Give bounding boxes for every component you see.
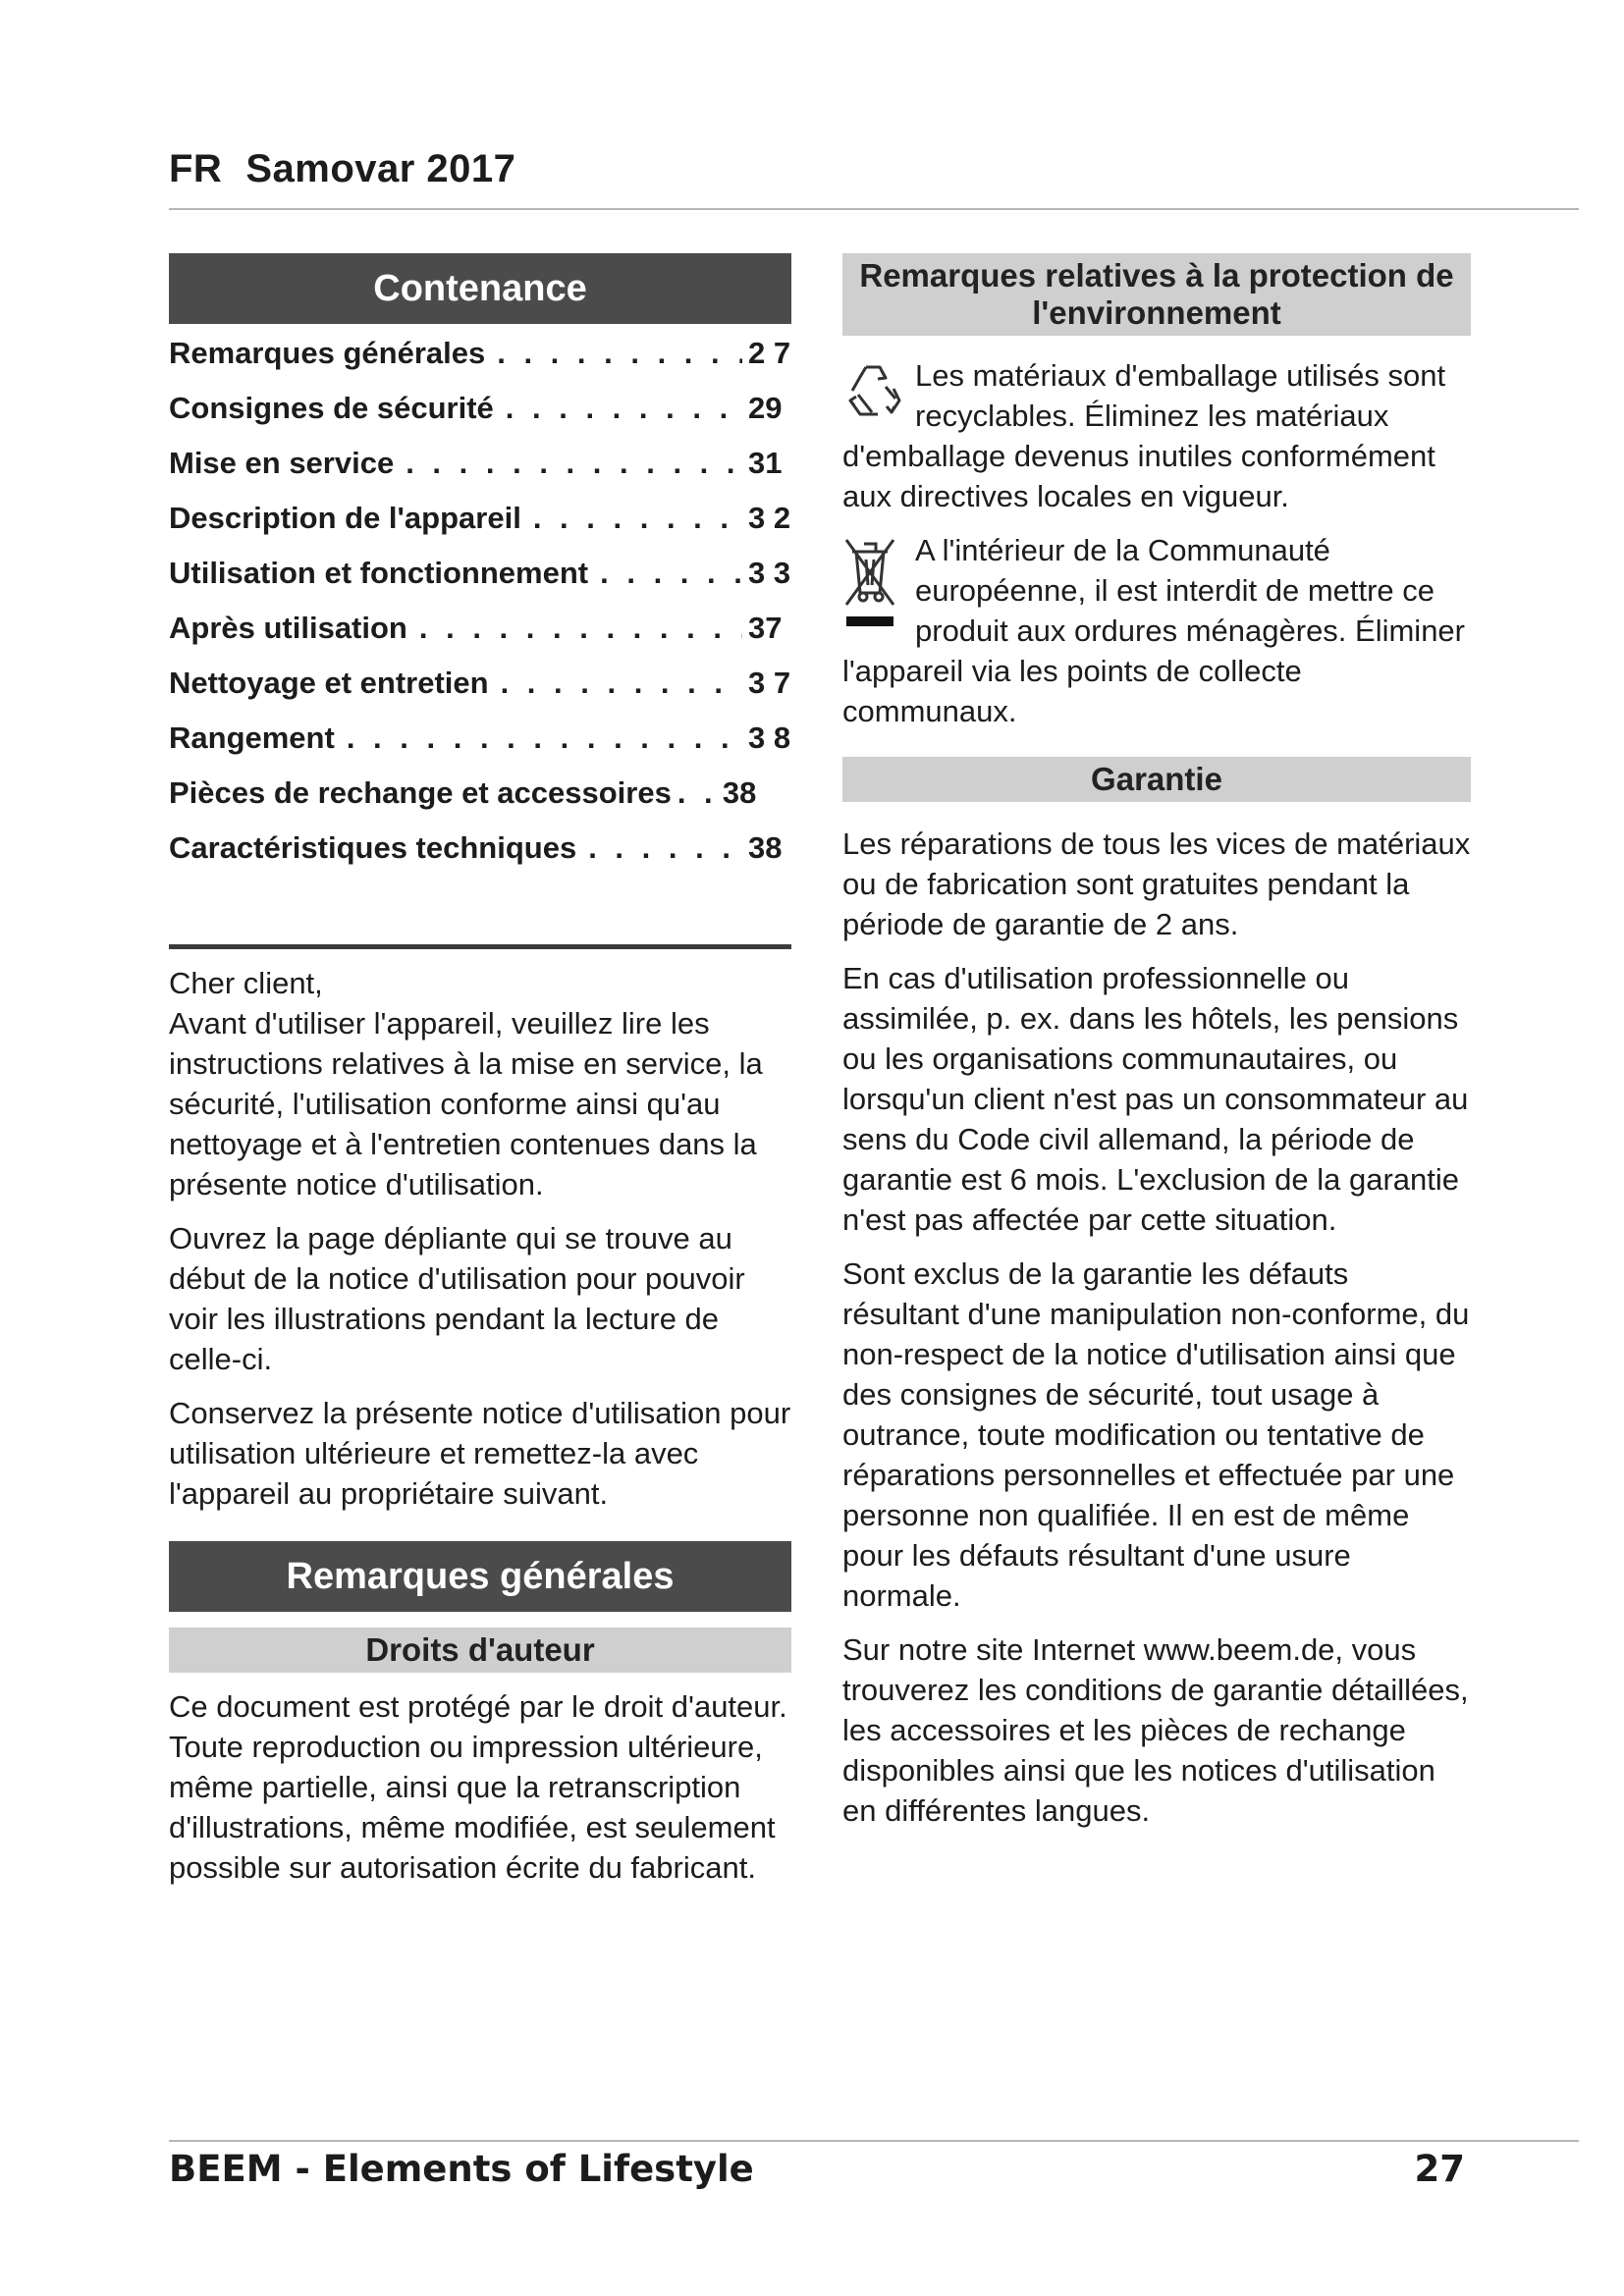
- page-number: 27: [1414, 2148, 1465, 2190]
- copyright-text: Ce document est protégé par le droit d'auteur. Toute reproduction ou impression ultérieure, même partielle, ainsi que la retranscription d'illustrations, même modifiée, est seulement possible sur autorisation écrite du fabricant.: [169, 1689, 787, 1885]
- toc-item-label: Caractéristiques techniques: [169, 830, 577, 865]
- environment-heading: Remarques relatives à la protection de l'environnement: [842, 253, 1471, 336]
- toc-item[interactable]: [169, 326, 791, 381]
- page-header: [169, 147, 1579, 191]
- contents-heading: Contenance: [169, 253, 791, 324]
- warranty-heading: Garantie: [842, 757, 1471, 802]
- toc-item-label: Utilisation et fonctionnement: [169, 556, 589, 590]
- page-footer: [169, 2148, 1465, 2190]
- warranty-paragraph: En cas d'utilisation professionnelle ou assimilée, p. ex. dans les hôtels, les pensions ou les organisations communautaires, ou lorsqu'un client n'est pas un consommateur au sens du Code civil allemand, la période de garantie est 6 mois. L'exclusion de la garantie n'est pas affectée par cette situation.: [842, 961, 1469, 1237]
- warranty-paragraph: Sur notre site Internet www.beem.de, vous trouverez les conditions de garantie détaillées, les accessoires et les pièces de rechange disponibles ainsi que les notices d'utilisation en différentes langues.: [842, 1632, 1469, 1828]
- footer-divider: [169, 2140, 1579, 2142]
- recycle-icon: [842, 359, 903, 425]
- contents-divider: [169, 944, 791, 949]
- toc-leader: [600, 546, 742, 601]
- toc-leader: [497, 326, 742, 381]
- toc-item[interactable]: [169, 601, 791, 656]
- left-column: [169, 253, 791, 1901]
- toc-leader: [501, 656, 742, 711]
- toc-item-page: 29: [748, 391, 783, 425]
- environment-paragraph: A l'intérieur de la Communauté européenne, il est interdit de mettre ce produit aux ordures ménagères. Éliminer l'appareil via les points de collecte communaux.: [842, 533, 1465, 728]
- toc-item-label: Consignes de sécurité: [169, 391, 494, 425]
- environment-paragraph: Les matériaux d'emballage utilisés sont recyclables. Éliminez les matériaux d'emballage devenus inutiles conformément aux directives locales en vigueur.: [842, 358, 1446, 513]
- environment-disposal: [842, 530, 1471, 731]
- crossed-bin-icon: [842, 534, 897, 637]
- toc-item-label: Mise en service: [169, 446, 395, 480]
- copyright-heading: Droits d'auteur: [169, 1628, 791, 1673]
- toc-item-label: Remarques générales: [169, 336, 486, 370]
- toc-item-page: 3 7: [748, 666, 791, 700]
- toc-item-page: 38: [722, 775, 757, 810]
- toc-leader: [677, 766, 719, 821]
- toc-item-page: 37: [748, 611, 783, 645]
- toc-leader: [588, 821, 742, 876]
- header-divider: [169, 208, 1579, 210]
- toc-leader: [533, 491, 742, 546]
- intro-paragraph: Avant d'utiliser l'appareil, veuillez lire les instructions relatives à la mise en service, la sécurité, l'utilisation conforme ainsi qu'au nettoyage et à l'entretien contenues dans la présente notice d'utilisation.: [169, 1006, 763, 1201]
- toc-leader: [419, 601, 742, 656]
- toc-item-page: 3 3: [748, 556, 791, 590]
- page-title: [169, 147, 1579, 191]
- toc-leader: [406, 436, 742, 491]
- warranty-paragraph: Les réparations de tous les vices de matériaux ou de fabrication sont gratuites pendant la période de garantie de 2 ans.: [842, 827, 1471, 941]
- toc-leader: [347, 711, 742, 766]
- toc-item[interactable]: [169, 821, 791, 876]
- toc-item-page: 38: [748, 830, 783, 865]
- language-code: FR: [169, 147, 223, 190]
- toc-item[interactable]: [169, 766, 791, 821]
- toc-item-label: Nettoyage et entretien: [169, 666, 489, 700]
- toc-item[interactable]: [169, 436, 791, 491]
- intro-text: [169, 963, 791, 1514]
- toc-item[interactable]: [169, 546, 791, 601]
- footer-brand: BEEM - Elements of Lifestyle: [169, 2148, 754, 2190]
- intro-greeting: Cher client,: [169, 966, 323, 1000]
- toc-item-page: 31: [748, 446, 783, 480]
- intro-paragraph: Conservez la présente notice d'utilisation pour utilisation ultérieure et remettez-la avec l'appareil au propriétaire suivant.: [169, 1396, 791, 1511]
- warranty-paragraph: Sont exclus de la garantie les défauts résultant d'une manipulation non-conforme, du non-respect de la notice d'utilisation ainsi que des consignes de sécurité, tout usage à outrance, toute modification ou tentative de réparations personnelles et effectuée par une personne non qualifiée. Il en est de même pour les défauts résultant d'une usure normale.: [842, 1256, 1470, 1613]
- toc-item-label: Rangement: [169, 721, 335, 755]
- intro-paragraph: Ouvrez la page dépliante qui se trouve au début de la notice d'utilisation pour pouvoir voir les illustrations pendant la lecture de celle-ci.: [169, 1221, 745, 1376]
- toc-item-page: 3 2: [748, 501, 791, 535]
- toc-leader: [506, 381, 742, 436]
- toc-item-page: 2 7: [748, 336, 791, 370]
- toc-item-page: 3 8: [748, 721, 791, 755]
- environment-packaging: [842, 355, 1471, 516]
- toc-item-label: Description de l'appareil: [169, 501, 521, 535]
- general-heading: Remarques générales: [169, 1541, 791, 1612]
- product-name: Samovar 2017: [245, 147, 516, 190]
- toc-item[interactable]: [169, 491, 791, 546]
- table-of-contents: [169, 326, 791, 876]
- right-column: [842, 253, 1471, 1844]
- toc-item-label: Après utilisation: [169, 611, 407, 645]
- toc-item[interactable]: [169, 656, 791, 711]
- toc-item[interactable]: [169, 711, 791, 766]
- toc-item[interactable]: [169, 381, 791, 436]
- toc-item-label: Pièces de rechange et accessoires: [169, 775, 672, 810]
